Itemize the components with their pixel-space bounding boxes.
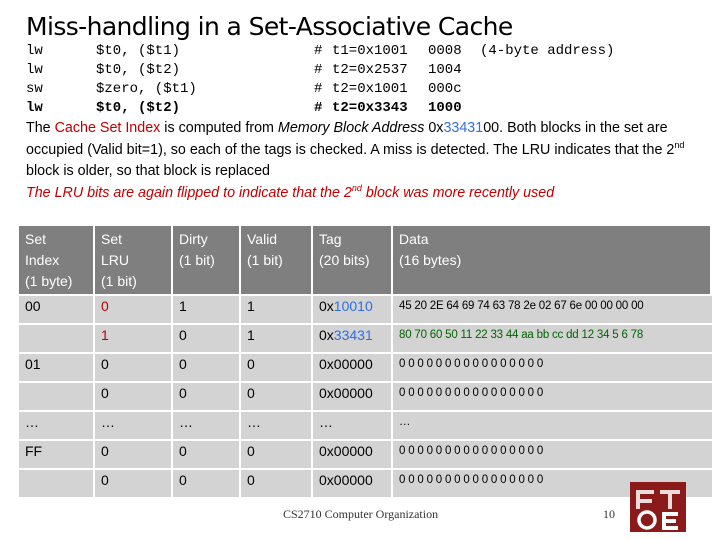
table-header-row [19,226,712,294]
table-row [19,470,712,497]
cell-data: 45 20 2E 64 69 74 63 78 2e 02 67 6e 00 00 00 00 [393,296,712,323]
cache-table [19,224,712,499]
cell-lru: 0 [95,354,173,381]
code-address-offset: 1004 [428,62,462,78]
code-comment-mark: # [314,43,323,59]
table-row [19,354,712,381]
cell-tag: 0x10010 [313,296,393,323]
code-args: $zero, ($t1) [96,81,197,97]
code-line-current [26,99,716,118]
table-row [19,325,712,352]
cell-dirty: 1 [173,296,241,323]
cache-set-index-term: Cache Set Index [54,120,161,136]
code-note: (4-byte address) [480,43,615,59]
cell-valid: 1 [241,325,313,352]
code-comment-mark: # [314,81,323,97]
cell-dirty: 0 [173,325,241,352]
cell-lru: 0 [95,441,173,468]
code-address-tag: t2=0x3343 [332,100,408,116]
cell-set-index: 01 [19,354,95,381]
cell-dirty: 0 [173,441,241,468]
code-args: $t0, ($t2) [96,62,181,78]
cell-data: 0 0 0 0 0 0 0 0 0 0 0 0 0 0 0 0 [393,354,712,381]
cell-set-index: 00 [19,296,95,323]
code-address-tag: t2=0x1001 [332,81,408,97]
cell-data: 80 70 60 50 11 22 33 44 aa bb cc dd 12 34 5 6 78 [393,325,712,352]
cell-dirty: … [173,412,241,439]
slide-title: Miss-handling in a Set-Associative Cache [26,12,513,41]
table-row [19,383,712,410]
code-opcode: lw [26,62,43,78]
code-opcode: lw [26,43,43,59]
table-row [19,296,712,323]
block-address-tag: 33431 [443,120,484,136]
code-address-offset: 0008 [428,43,462,59]
cell-tag: 0x00000 [313,383,393,410]
code-address-tag: t1=0x1001 [332,43,408,59]
university-logo-icon [630,482,686,532]
cell-tag: 0x00000 [313,354,393,381]
footer-course-name: CS2710 Computer Organization [283,507,439,521]
memory-block-address-term: Memory Block Address [277,120,425,136]
cell-dirty: 0 [173,383,241,410]
code-args: $t0, ($t1) [96,43,181,59]
cell-data: 0 0 0 0 0 0 0 0 0 0 0 0 0 0 0 0 [393,441,712,468]
cell-lru: 1 [95,325,173,352]
cell-lru: … [95,412,173,439]
cell-set-index [19,325,95,352]
table-row [19,412,712,439]
cell-valid: 0 [241,383,313,410]
cell-lru: 0 [95,383,173,410]
cell-data: 0 0 0 0 0 0 0 0 0 0 0 0 0 0 0 0 [393,383,712,410]
code-opcode: sw [26,81,43,97]
cell-set-index [19,470,95,497]
cell-data: 0 0 0 0 0 0 0 0 0 0 0 0 0 0 0 0 [393,470,712,497]
cell-valid: 0 [241,441,313,468]
code-line [26,61,716,80]
code-opcode: lw [26,100,43,116]
lru-note: The LRU bits are again flipped to indicate that the 2nd block was more recently used [26,183,555,201]
cell-set-index: FF [19,441,95,468]
code-comment-mark: # [314,100,323,116]
header-set-lru: Set LRU (1 bit) [95,226,173,294]
slide-number: 10 [603,507,615,521]
cell-valid: … [241,412,313,439]
header-data: Data (16 bytes) [393,226,712,294]
explanation-text: The Cache Set Index is computed from Memory Block Address 0x3343100. Both blocks in the set are occupied (Valid bit=1), so each of the tags is checked. A miss is detected. The LRU indicates that the 2nd block is older, so that block is replaced The LRU bits are again flipped to indicate that the 2nd block was more recently used [26,120,685,201]
code-line [26,42,716,61]
cell-dirty: 0 [173,354,241,381]
cell-tag: … [313,412,393,439]
cell-valid: 1 [241,296,313,323]
cell-set-index [19,383,95,410]
cell-tag: 0x00000 [313,441,393,468]
code-args: $t0, ($t2) [96,100,181,116]
header-valid: Valid (1 bit) [241,226,313,294]
header-set-index: Set Index (1 byte) [19,226,95,294]
cell-tag: 0x33431 [313,325,393,352]
code-address-offset: 000c [428,81,462,97]
cell-tag: 0x00000 [313,470,393,497]
code-line [26,80,716,99]
cell-valid: 0 [241,354,313,381]
table-row [19,441,712,468]
cell-set-index: … [19,412,95,439]
header-tag: Tag (20 bits) [313,226,393,294]
cell-valid: 0 [241,470,313,497]
header-dirty: Dirty (1 bit) [173,226,241,294]
code-comment-mark: # [314,62,323,78]
cell-lru: 0 [95,470,173,497]
cell-dirty: 0 [173,470,241,497]
code-address-tag: t2=0x2537 [332,62,408,78]
code-address-offset: 1000 [428,100,462,116]
cell-lru: 0 [95,296,173,323]
cell-data: … [393,412,712,439]
